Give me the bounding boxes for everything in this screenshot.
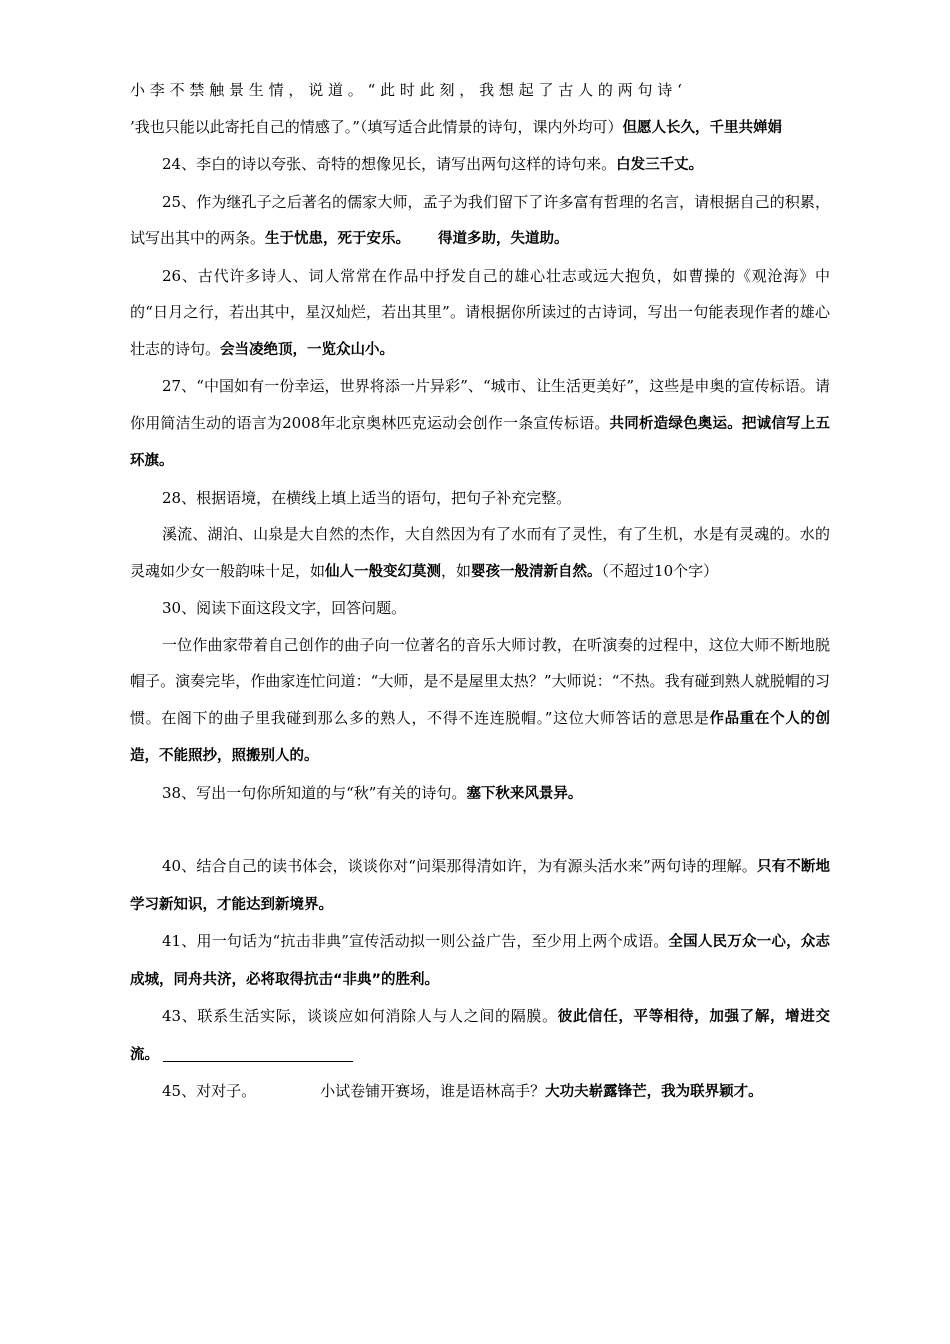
question-28 <box>130 480 830 517</box>
question-text: 38、写出一句你所知道的与“秋”有关的诗句。 <box>162 783 467 802</box>
question-text: 小李不禁触景生情，说道。“此时此刻，我想起了古人的两句诗‘ <box>130 81 687 99</box>
question-45 <box>130 1073 830 1111</box>
answer-blank-line <box>163 1045 353 1062</box>
answer-text: 只有不断地学习新知识，才能达到新境界。 <box>130 859 831 913</box>
answer-text: 共同析造绿色奥运。把诚信写上五环旗。 <box>130 415 830 469</box>
question-25 <box>130 184 830 258</box>
answer-text: 白发三千丈。 <box>616 157 704 173</box>
answer-text: 但愿人长久，千里共婵娟 <box>622 119 782 136</box>
paragraph-intro-cont <box>130 109 830 147</box>
document-page <box>130 72 830 1111</box>
question-38 <box>130 775 830 813</box>
answer-text: 作品重在个人的创造，不能照抄，照搬别人的。 <box>130 710 830 764</box>
question-text: 41、用一句话为“抗击非典”宣传活动拟一则公益广告，至少用上两个成语。 <box>162 932 669 950</box>
passage-text: ，如 <box>441 561 472 580</box>
answer-text: 塞下秋来风景异。 <box>466 785 583 802</box>
question-text: 25、作为继孔子之后著名的儒家大师，孟子为我们留下了许多富有哲理的名言，请根据自己的积累，试写出其中的两条。 <box>130 192 830 247</box>
question-30-body <box>130 627 830 775</box>
question-27 <box>130 368 830 480</box>
answer-text: 会当凌绝顶，一览众山小。 <box>220 341 395 358</box>
question-40 <box>130 848 830 923</box>
question-text: 27、“中国如有一份幸运，世界将添一片异彩”、“城市、让生活更美好”，这些是申奥的宣传标语。请你用简洁生动的语言为2008年北京奥林匹克运动会创作一条宣传标语。 <box>130 377 830 432</box>
paragraph-intro <box>130 72 830 109</box>
passage-text: 溪流、湖泊、山泉是大自然的杰作，大自然因为有了水而有了灵性，有了生机，水是有灵魂的。水的灵魂如少女一般韵味十足，如 <box>130 525 830 580</box>
question-43 <box>130 998 830 1073</box>
question-text: 28、根据语境，在横线上填上适当的语句，把句子补充完整。 <box>162 488 572 507</box>
passage-text: 一位作曲家带着自己创作的曲子向一位著名的音乐大师讨教，在听演奏的过程中，这位大师不断地脱帽子。演奏完毕，作曲家连忙问道：“大师，是不是屋里太热？”大师说：“不热。我有碰到熟人就脱帽的习惯。在阁下的曲子里我碰到那么多的熟人，不得不连连脱帽。”这位大师答话的意思是 <box>130 635 830 727</box>
answer-text: 得道多助，失道助。 <box>438 231 569 247</box>
question-26 <box>130 258 830 369</box>
answer-text: 全国人民万众一心，众志成城，同舟共济，必将取得抗击“非典”的胜利。 <box>130 934 830 988</box>
answer-text: 生于忧患，死于安乐。 <box>265 231 411 247</box>
answer-text: 仙人一般变幻莫测 <box>325 563 442 580</box>
question-30 <box>130 590 830 627</box>
question-text: 26、古代许多诗人、词人常常在作品中抒发自己的雄心壮志或远大抱负，如曹操的《观沧海》中的“日月之行，若出其中，星汉灿烂，若出其里”。请根据你所读过的古诗词，写出一句能表现作者的雄心壮志的诗句。 <box>130 266 830 358</box>
answer-text: 大功夫崭露锋芒，我为联界颖才。 <box>545 1084 763 1100</box>
question-text: ’我也只能以此寄托自己的情感了。”（填写适合此情景的诗句，课内外均可） <box>130 117 623 136</box>
vertical-spacer <box>130 812 830 848</box>
question-text: 40、结合自己的读书体会，谈谈你对“问渠那得清如许，为有源头活水来”两句诗的理解。 <box>162 857 757 875</box>
answer-text: 彼此信任，平等相待，加强了解，增进交流。 <box>130 1009 830 1063</box>
question-41 <box>130 923 830 998</box>
question-text: 30、阅读下面这段文字，回答问题。 <box>162 599 407 617</box>
question-text: 45、对对子。 <box>162 1082 257 1100</box>
question-24 <box>130 146 830 184</box>
question-text: 24、李白的诗以夸张、奇特的想像见长，请写出两句这样的诗句来。 <box>162 155 617 173</box>
question-text: 43、联系生活实际，谈谈应如何消除人与人之间的隔膜。 <box>162 1007 558 1025</box>
question-28-body <box>130 516 830 590</box>
passage-text: （不超过10个字） <box>601 561 719 580</box>
answer-text: 婴孩一般清新自然。 <box>471 563 602 580</box>
question-text: 小试卷铺开赛场，谁是语林高手？ <box>320 1082 546 1100</box>
